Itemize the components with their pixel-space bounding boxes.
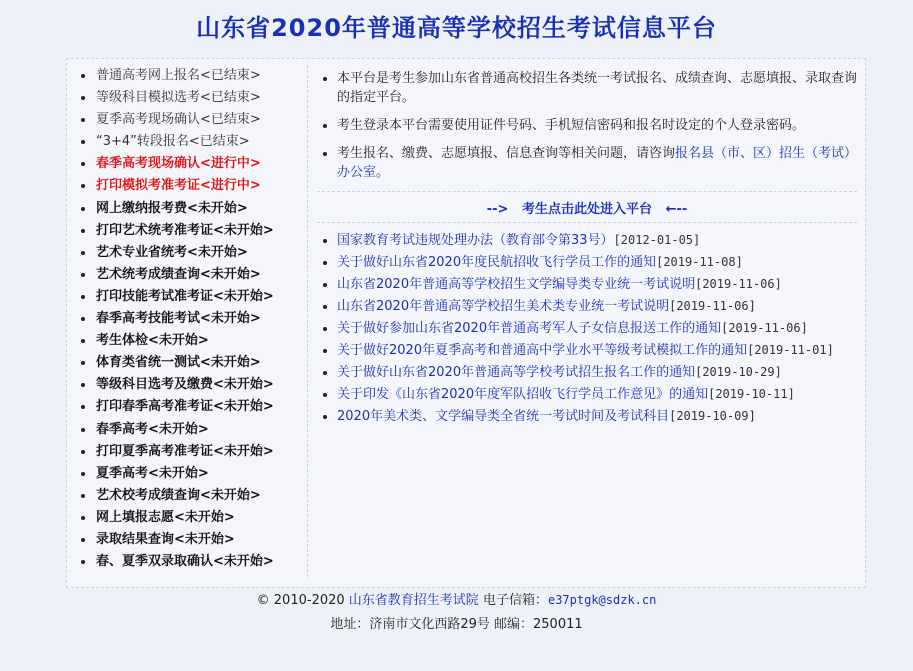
menu-item[interactable]: 春、夏季双录取确认<未开始>: [75, 551, 307, 573]
notice-item[interactable]: [317, 319, 857, 338]
contact-office-link[interactable]: 报名县（市、区）招生（考试）办公室: [337, 146, 851, 180]
notice-item[interactable]: [317, 231, 857, 250]
menu-item[interactable]: 春季高考现场确认<进行中>: [75, 153, 307, 175]
menu-item[interactable]: 春季高考<未开始>: [75, 419, 307, 441]
notice-date: [2019-10-11]: [708, 387, 795, 401]
menu-item[interactable]: 网上填报志愿<未开始>: [75, 507, 307, 529]
process-menu: [75, 65, 308, 577]
menu-item[interactable]: 打印夏季高考准考证<未开始>: [75, 441, 307, 463]
menu-item[interactable]: 夏季高考现场确认<已结束>: [75, 109, 307, 131]
info-paragraph: 本平台是考生参加山东省普通高校招生各类统一考试报名、成绩查询、志愿填报、录取查询的指定平台。: [317, 69, 857, 107]
notice-date: [2019-11-06]: [669, 299, 756, 313]
menu-item[interactable]: 打印艺术统考准考证<未开始>: [75, 220, 307, 242]
right-panel: [317, 69, 857, 429]
menu-item[interactable]: 艺术统考成绩查询<未开始>: [75, 264, 307, 286]
footer: [0, 588, 913, 637]
menu-item[interactable]: 网上缴纳报考费<未开始>: [75, 198, 307, 220]
notice-title[interactable]: 2020年美术类、文学编导类全省统一考试时间及考试科目: [337, 409, 670, 424]
notice-date: [2019-11-01]: [747, 343, 834, 357]
copyright: © 2010-2020: [256, 593, 345, 608]
notice-item[interactable]: [317, 363, 857, 382]
email-label: 电子信箱：: [482, 593, 548, 608]
footer-address: 地址：济南市文化西路29号 邮编：250011: [330, 617, 583, 632]
notice-title[interactable]: 山东省2020年普通高等学校招生文学编导类专业统一考试说明: [337, 277, 696, 292]
menu-item[interactable]: 打印模拟考准考证<进行中>: [75, 175, 307, 197]
menu-item[interactable]: 艺术专业省统考<未开始>: [75, 242, 307, 264]
notice-item[interactable]: [317, 407, 857, 426]
notice-date: [2019-10-09]: [669, 409, 756, 423]
page-title: 山东省2020年普通高等学校招生考试信息平台: [196, 14, 717, 42]
notice-item[interactable]: [317, 385, 857, 404]
info-text: 考生报名、缴费、志愿填报、信息查询等相关问题，请咨询: [337, 146, 676, 161]
notice-title[interactable]: 国家教育考试违规处理办法（教育部令第33号）: [337, 233, 614, 248]
menu-item[interactable]: 等级科目模拟选考<已结束>: [75, 87, 307, 109]
arrow-right-icon: -->: [486, 202, 509, 217]
notice-date: [2019-11-08]: [656, 255, 743, 269]
menu-item[interactable]: 艺术校考成绩查询<未开始>: [75, 485, 307, 507]
footer-line-1: [0, 588, 913, 613]
menu-item[interactable]: 春季高考技能考试<未开始>: [75, 308, 307, 330]
notice-title[interactable]: 关于做好山东省2020年普通高等学校考试招生报名工作的通知: [337, 365, 696, 380]
menu-item[interactable]: 普通高考网上报名<已结束>: [75, 65, 307, 87]
notice-title[interactable]: 关于印发《山东省2020年度军队招收飞行学员工作意见》的通知: [337, 387, 709, 402]
notice-item[interactable]: [317, 253, 857, 272]
email-link[interactable]: e37ptgk@sdzk.cn: [547, 593, 657, 607]
menu-item[interactable]: 夏季高考<未开始>: [75, 463, 307, 485]
notice-date: [2019-10-29]: [695, 365, 782, 379]
notice-list: [317, 231, 857, 426]
menu-item[interactable]: 打印春季高考准考证<未开始>: [75, 396, 307, 418]
notice-title[interactable]: 关于做好2020年夏季高考和普通高中学业水平等级考试模拟工作的通知: [337, 343, 748, 358]
enter-platform-label: 考生点击此处进入平台: [521, 202, 652, 217]
notice-date: [2019-11-06]: [721, 321, 808, 335]
notice-date: [2019-11-06]: [695, 277, 782, 291]
main-frame: [66, 58, 866, 588]
info-section: [317, 69, 857, 182]
menu-item[interactable]: 等级科目选考及缴费<未开始>: [75, 374, 307, 396]
menu-item[interactable]: 打印技能考试准考证<未开始>: [75, 286, 307, 308]
notice-title[interactable]: 关于做好山东省2020年度民航招收飞行学员工作的通知: [337, 255, 657, 270]
enter-platform-link[interactable]: [317, 191, 857, 223]
menu-item[interactable]: “3+4”转段报名<已结束>: [75, 131, 307, 153]
notice-item[interactable]: [317, 297, 857, 316]
info-paragraph: [317, 144, 857, 182]
menu-item[interactable]: 体育类省统一测试<未开始>: [75, 352, 307, 374]
notice-date: [2012-01-05]: [613, 233, 701, 247]
notice-title[interactable]: 山东省2020年普通高等学校招生美术类专业统一考试说明: [337, 299, 670, 314]
info-paragraph: 考生登录本平台需要使用证件号码、手机短信密码和报名时设定的个人登录密码。: [317, 116, 857, 135]
notice-item[interactable]: [317, 275, 857, 294]
info-text: 。: [376, 165, 390, 180]
arrow-left-icon: ←--: [665, 202, 688, 217]
org-link[interactable]: 山东省教育招生考试院: [348, 593, 479, 608]
menu-item[interactable]: 考生体检<未开始>: [75, 330, 307, 352]
menu-item[interactable]: 录取结果查询<未开始>: [75, 529, 307, 551]
process-list: [75, 65, 307, 573]
notice-item[interactable]: [317, 341, 857, 360]
notice-title[interactable]: 关于做好参加山东省2020年普通高考军人子女信息报送工作的通知: [337, 321, 722, 336]
